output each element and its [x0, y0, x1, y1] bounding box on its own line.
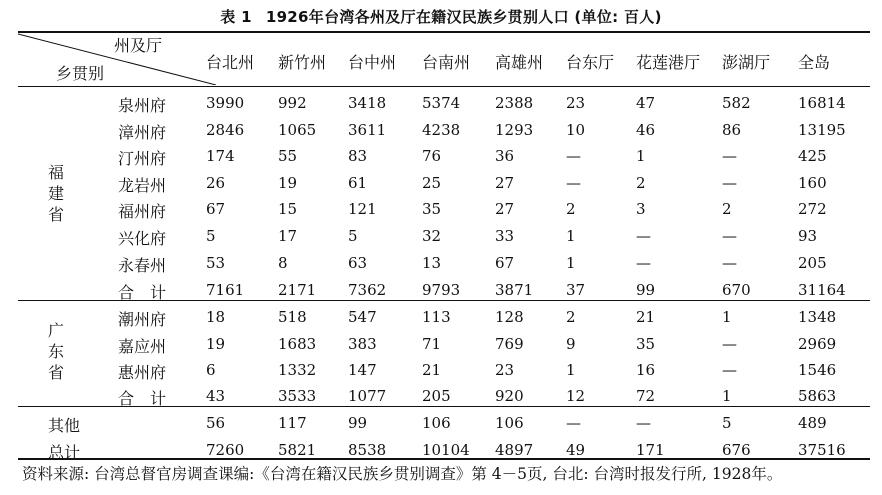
row-label: 惠州府 — [118, 363, 167, 382]
table-cell: 3533 — [278, 387, 317, 405]
table-cell: 12 — [566, 387, 586, 405]
table-cell: 3 — [636, 200, 646, 218]
province-char: 东 — [47, 342, 64, 361]
table-cell: 1546 — [798, 361, 837, 379]
table-cell: 10104 — [422, 441, 470, 459]
table-cell: 3871 — [495, 281, 534, 299]
table-cell: 72 — [636, 387, 656, 405]
table-cell: 117 — [278, 414, 307, 432]
row-label: 漳州府 — [118, 123, 167, 142]
province-char: 建 — [47, 184, 64, 203]
table-cell: — — [566, 174, 581, 192]
header-rule — [18, 86, 870, 87]
table-cell: 37516 — [798, 441, 846, 459]
table-cell: 7260 — [206, 441, 245, 459]
table-cell: 16814 — [798, 94, 846, 112]
table-cell: 1 — [636, 147, 646, 165]
row-label: 福州府 — [118, 202, 167, 221]
table-cell: 1683 — [278, 335, 317, 353]
table-cell: 1077 — [348, 387, 387, 405]
table-cell: 71 — [422, 335, 442, 353]
table-cell: 21 — [422, 361, 442, 379]
table-cell: 4897 — [495, 441, 534, 459]
table-cell: 46 — [636, 121, 656, 139]
table-cell: — — [722, 174, 737, 192]
table-cell: 5821 — [278, 441, 317, 459]
table-cell: 53 — [206, 254, 226, 272]
row-label: 兴化府 — [118, 229, 167, 248]
table-cell: 47 — [636, 94, 656, 112]
table-cell: 99 — [348, 414, 368, 432]
province-label — [46, 162, 66, 225]
row-label: 潮州府 — [118, 310, 167, 329]
province-char: 省 — [47, 205, 64, 224]
column-header: 台南州 — [422, 53, 471, 72]
province-char: 省 — [47, 363, 64, 382]
table-cell: 23 — [566, 94, 586, 112]
table-cell: — — [722, 227, 737, 245]
table-cell: 37 — [566, 281, 586, 299]
table-cell: 425 — [798, 147, 827, 165]
table-cell: 83 — [348, 147, 368, 165]
table-cell: 5863 — [798, 387, 837, 405]
table-cell: 547 — [348, 308, 377, 326]
table-cell: — — [722, 147, 737, 165]
table-cell: 1 — [566, 361, 576, 379]
subtotal-row-label: 合 计 — [118, 283, 167, 302]
table-cell: 25 — [422, 174, 442, 192]
table-cell: — — [722, 254, 737, 272]
table-cell: 8538 — [348, 441, 387, 459]
province-label — [46, 320, 66, 383]
subtotal-row-label: 合 计 — [118, 389, 167, 408]
table-cell: 2 — [566, 308, 576, 326]
table-title — [0, 6, 882, 27]
table-cell: 2 — [566, 200, 576, 218]
table-cell: 2 — [722, 200, 732, 218]
table-cell: 35 — [636, 335, 656, 353]
table-cell: 36 — [495, 147, 515, 165]
column-header: 全岛 — [798, 53, 831, 72]
table-cell: — — [722, 361, 737, 379]
table-cell: — — [722, 335, 737, 353]
table-cell: 5 — [206, 227, 216, 245]
table-cell: 5 — [722, 414, 732, 432]
table-cell: 147 — [348, 361, 377, 379]
table-cell: 489 — [798, 414, 827, 432]
table-cell: 676 — [722, 441, 751, 459]
row-label: 泉州府 — [118, 96, 167, 115]
table-cell: 518 — [278, 308, 307, 326]
other-row-label: 其他 — [48, 416, 81, 435]
table-cell: 2 — [636, 174, 646, 192]
table-cell: — — [566, 147, 581, 165]
table-cell: — — [636, 227, 651, 245]
table-cell: 1065 — [278, 121, 317, 139]
table-cell: 3611 — [348, 121, 387, 139]
table-cell: 670 — [722, 281, 751, 299]
column-header: 高雄州 — [495, 53, 544, 72]
table-cell: 1 — [722, 387, 732, 405]
corner-bottom-label: 乡贯别 — [56, 64, 105, 83]
table-cell: 582 — [722, 94, 751, 112]
table-cell: 1 — [566, 254, 576, 272]
table-cell: 128 — [495, 308, 524, 326]
table-cell: 9 — [566, 335, 576, 353]
table-cell: 1332 — [278, 361, 317, 379]
row-label: 嘉应州 — [118, 337, 167, 356]
table-cell: 27 — [495, 200, 515, 218]
table-cell: 19 — [278, 174, 298, 192]
table-cell: 2388 — [495, 94, 534, 112]
table-cell: 21 — [636, 308, 656, 326]
table-cell: 174 — [206, 147, 235, 165]
table-cell: 1348 — [798, 308, 837, 326]
table-number: 表 1 — [220, 8, 252, 26]
table-cell: 35 — [422, 200, 442, 218]
table-cell: 27 — [495, 174, 515, 192]
table-cell: — — [636, 414, 651, 432]
table-cell: 171 — [636, 441, 665, 459]
column-header: 花莲港厅 — [636, 53, 701, 72]
table-cell: 16 — [636, 361, 656, 379]
table-cell: 7161 — [206, 281, 245, 299]
table-cell: 61 — [348, 174, 368, 192]
row-label: 永春州 — [118, 256, 167, 275]
table-cell: 43 — [206, 387, 226, 405]
table-cell: 769 — [495, 335, 524, 353]
corner-header — [18, 33, 218, 85]
province-char: 广 — [47, 321, 64, 340]
table-cell: 23 — [495, 361, 515, 379]
table-cell: 67 — [206, 200, 226, 218]
table-cell: 160 — [798, 174, 827, 192]
table-caption: 1926年台湾各州及厅在籍汉民族乡贯别人口 (单位: 百人) — [265, 8, 662, 26]
column-header: 澎湖厅 — [722, 53, 771, 72]
province-char: 福 — [47, 163, 64, 182]
table-cell: 106 — [422, 414, 451, 432]
table-cell: 33 — [495, 227, 515, 245]
table-cell: 49 — [566, 441, 586, 459]
column-header: 台东厅 — [566, 53, 615, 72]
table-cell: 3990 — [206, 94, 245, 112]
table-cell: 76 — [422, 147, 442, 165]
table-cell: 17 — [278, 227, 298, 245]
row-label: 龙岩州 — [118, 176, 167, 195]
table-cell: 383 — [348, 335, 377, 353]
table-cell: 113 — [422, 308, 451, 326]
column-header: 台北州 — [206, 53, 255, 72]
table-cell: 15 — [278, 200, 298, 218]
table-cell: 1 — [566, 227, 576, 245]
table-cell: 13195 — [798, 121, 846, 139]
table-cell: 86 — [722, 121, 742, 139]
table-cell: 2969 — [798, 335, 837, 353]
row-label: 汀州府 — [118, 149, 167, 168]
table-cell: 4238 — [422, 121, 461, 139]
table-cell: 19 — [206, 335, 226, 353]
source-note: 资料来源: 台湾总督官房调查课编:《台湾在籍汉民族乡贯别调查》第 4－5页, 台北: 台湾时报发行所, 1928年。 — [22, 465, 783, 483]
table-cell: — — [636, 254, 651, 272]
table-cell: 8 — [278, 254, 288, 272]
table-cell: 32 — [422, 227, 442, 245]
table-cell: 18 — [206, 308, 226, 326]
total-row-label: 总计 — [48, 443, 81, 462]
table-cell: 272 — [798, 200, 827, 218]
table-cell: 2846 — [206, 121, 245, 139]
column-header: 新竹州 — [278, 53, 327, 72]
table-cell: 7362 — [348, 281, 387, 299]
table-cell: 121 — [348, 200, 377, 218]
table-cell: 920 — [495, 387, 524, 405]
table-cell: 9793 — [422, 281, 461, 299]
table-cell: 5374 — [422, 94, 461, 112]
table-cell: 1293 — [495, 121, 534, 139]
table-cell: 56 — [206, 414, 226, 432]
table-cell: 10 — [566, 121, 586, 139]
table-cell: 2171 — [278, 281, 317, 299]
column-header: 台中州 — [348, 53, 397, 72]
table-cell: 93 — [798, 227, 818, 245]
table-cell: 99 — [636, 281, 656, 299]
table-cell: 5 — [348, 227, 358, 245]
table-cell: 63 — [348, 254, 368, 272]
table-cell: 26 — [206, 174, 226, 192]
table-cell: 205 — [422, 387, 451, 405]
table-cell: 1 — [722, 308, 732, 326]
table-cell: 992 — [278, 94, 307, 112]
table-cell: 3418 — [348, 94, 387, 112]
table-cell: 67 — [495, 254, 515, 272]
table-cell: 6 — [206, 361, 216, 379]
table-cell: 55 — [278, 147, 298, 165]
table-cell: — — [566, 414, 581, 432]
table-cell: 13 — [422, 254, 442, 272]
table-cell: 205 — [798, 254, 827, 272]
table-cell: 106 — [495, 414, 524, 432]
corner-top-label: 州及厅 — [114, 36, 163, 55]
table-cell: 31164 — [798, 281, 846, 299]
